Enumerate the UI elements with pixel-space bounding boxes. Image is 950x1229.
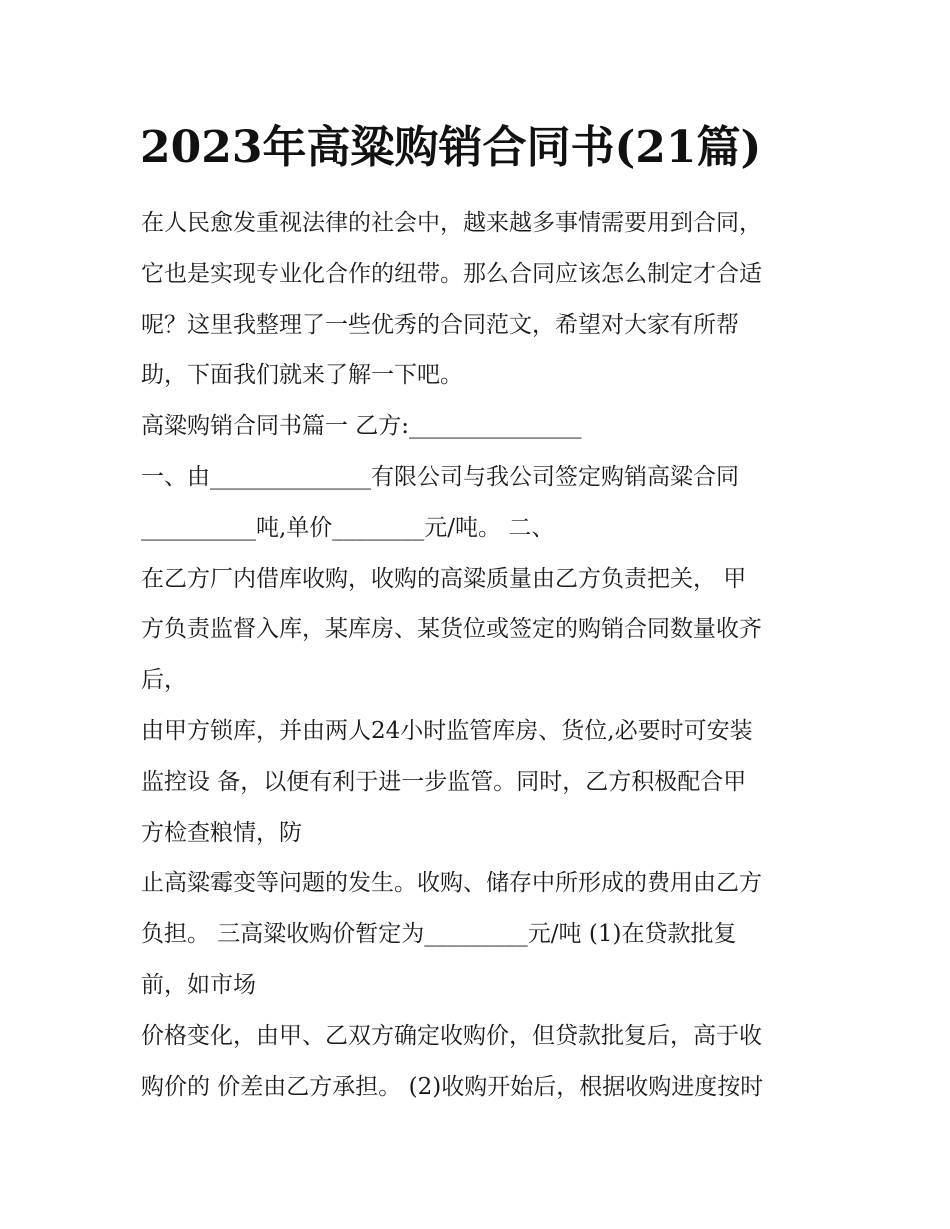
body-line: 助，下面我们就来了解一下吧。 [141, 362, 463, 389]
body-line: 止高粱霉变等问题的发生。收购、储存中所形成的费用由乙方 [141, 870, 762, 897]
document-body [141, 198, 821, 1112]
body-line: 监控设 备，以便有利于进一步监管。同时，乙方积极配合甲 [141, 768, 747, 795]
section-heading-line: 高粱购销合同书篇一 乙方:_______________ [141, 413, 582, 440]
body-line: 方负责监督入库，某库房、某货位或签定的购销合同数量收齐 [141, 616, 762, 643]
body-line: 负担。 三高粱收购价暂定为_________元/吨 (1)在贷款批复 [141, 921, 737, 948]
body-line: 在乙方厂内借库收购，收购的高粱质量由乙方负责把关， 甲 [141, 565, 747, 592]
body-line: 购价的 价差由乙方承担。 (2)收购开始后，根据收购进度按时 [141, 1073, 764, 1100]
body-line: 呢？这里我整理了一些优秀的合同范文，希望对大家有所帮 [141, 311, 739, 338]
body-line: 一、由______________有限公司与我公司签定购销高粱合同 [141, 463, 739, 490]
body-line: 由甲方锁库，并由两人24小时监管库房、货位,必要时可安装 [141, 717, 753, 744]
body-line: 它也是实现专业化合作的纽带。那么合同应该怎么制定才合适 [141, 260, 762, 287]
body-line: 价格变化，由甲、乙双方确定收购价，但贷款批复后，高于收 [141, 1022, 762, 1049]
body-line: 前，如市场 [141, 971, 256, 998]
document-title: 2023年高粱购销合同书(21篇) [140, 122, 762, 173]
body-line: 在人民愈发重视法律的社会中，越来越多事情需要用到合同， [141, 210, 762, 236]
body-line: 后， [141, 667, 187, 694]
body-line: 方检查粮情，防 [141, 819, 302, 846]
body-line: __________吨,单价________元/吨。 二、 [141, 514, 555, 541]
